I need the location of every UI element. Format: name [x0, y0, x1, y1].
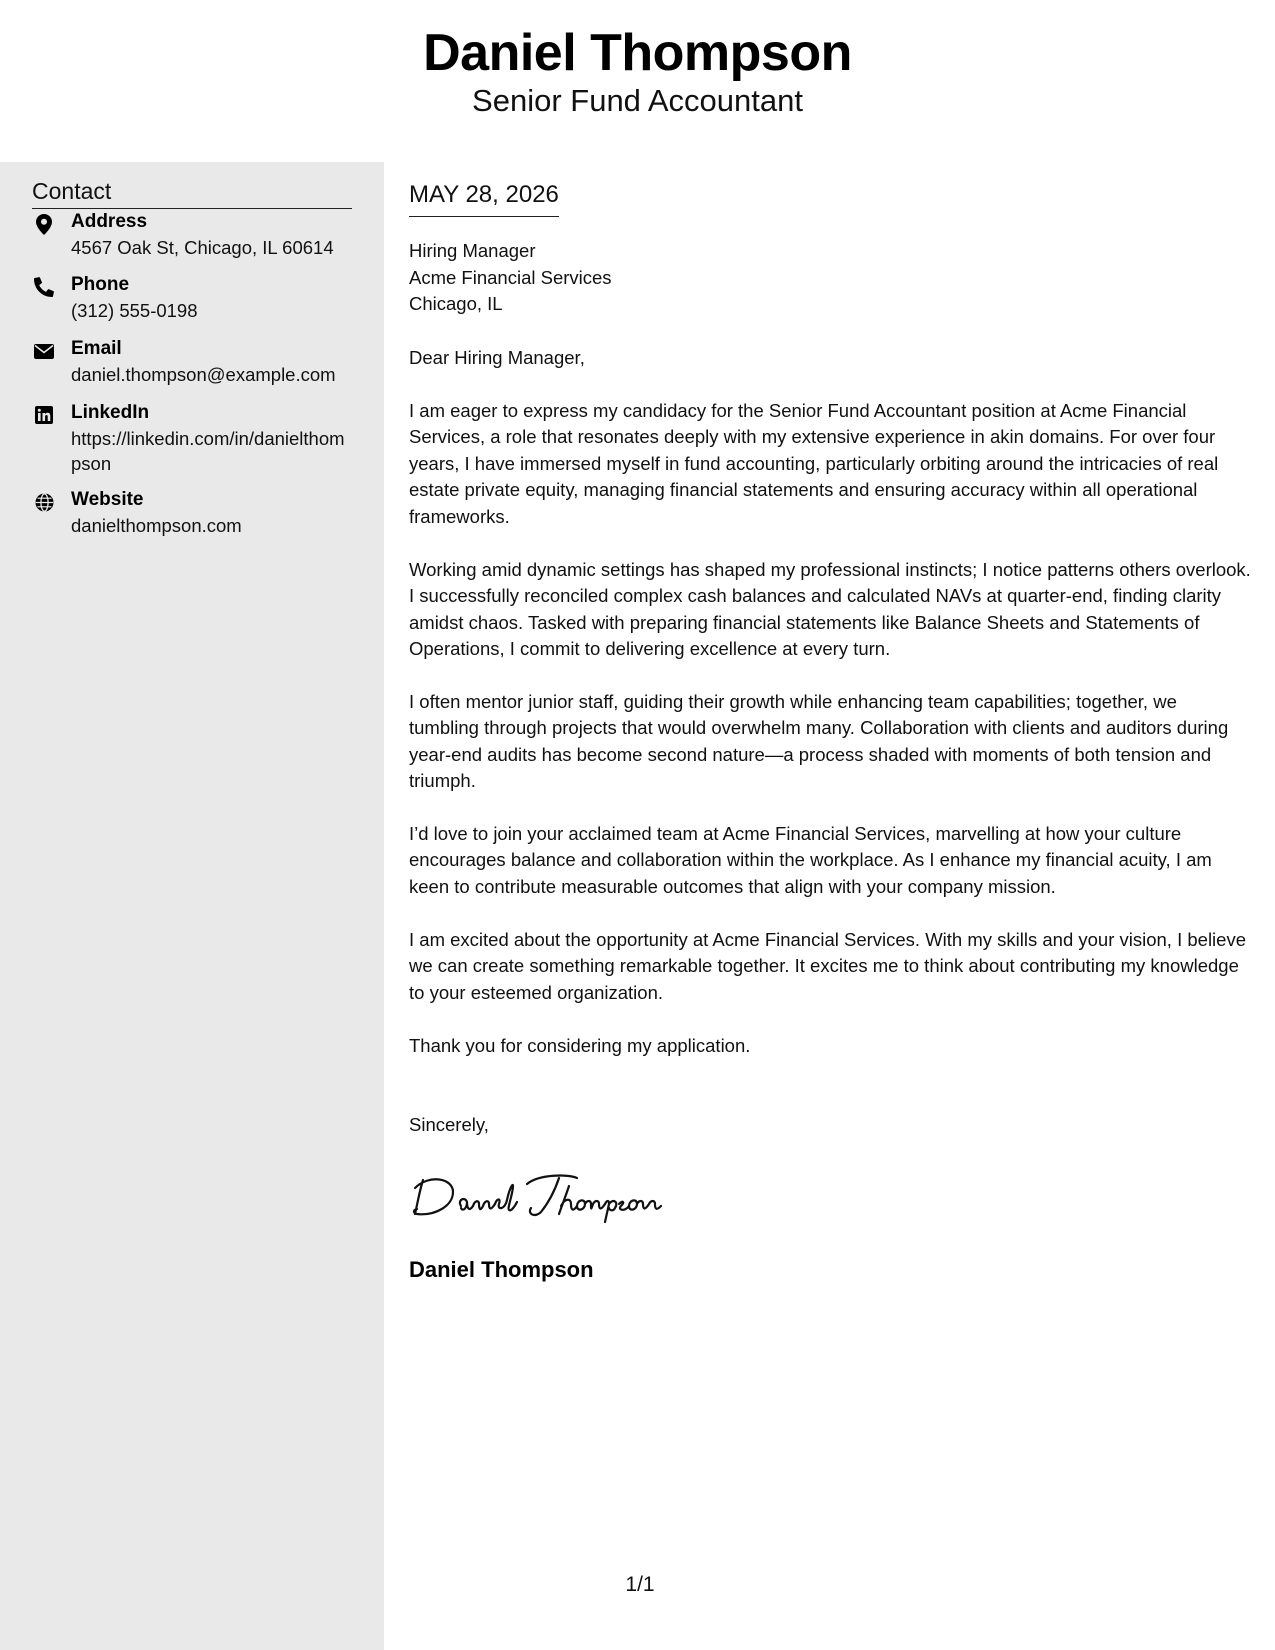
- recipient-location: Chicago, IL: [409, 293, 503, 314]
- phone-label: Phone: [71, 274, 130, 295]
- page-number: 1/1: [625, 1573, 655, 1596]
- phone-value: (312) 555-0198: [71, 300, 198, 321]
- applicant-title: Senior Fund Accountant: [472, 83, 803, 118]
- email-value: daniel.thompson@example.com: [71, 364, 336, 385]
- website-label: Website: [71, 489, 144, 510]
- closing: Sincerely,: [409, 1114, 489, 1135]
- website-value[interactable]: danielthompson.com: [71, 515, 242, 536]
- letter-date: MAY 28, 2026: [409, 178, 559, 217]
- address-value: 4567 Oak St, Chicago, IL 60614: [71, 237, 334, 258]
- paragraph-6: Thank you for considering my application.: [409, 1035, 751, 1056]
- email-label: Email: [71, 338, 122, 359]
- linkedin-value[interactable]: https://linkedin.com/in/danielthompson: [71, 428, 345, 474]
- paragraph-3: I often mentor junior staff, guiding their growth while enhancing team capabilities; together, we tumbling through projects that would overwhelm many. Collaboration with clients and auditors during year-end audits has become second nature—a process shaded with moments of both tension and triumph.: [409, 691, 1229, 792]
- linkedin-label: LinkedIn: [71, 402, 150, 423]
- salutation: Dear Hiring Manager,: [409, 347, 585, 368]
- globe-icon: [32, 491, 56, 513]
- recipient-company: Acme Financial Services: [409, 266, 612, 288]
- signer-name: Daniel Thompson: [409, 1257, 594, 1282]
- recipient-name: Hiring Manager: [409, 240, 536, 261]
- applicant-name: Daniel Thompson: [423, 24, 852, 82]
- paragraph-5: I am excited about the opportunity at Acme Financial Services. With my skills and your vision, I believe we can create something remarkable together. It excites me to think about contributing my knowledge to your esteemed organization.: [409, 929, 1246, 1003]
- map-pin-icon: [32, 213, 56, 235]
- recipient-block: [409, 238, 612, 318]
- phone-icon: [32, 276, 56, 298]
- linkedin-icon: [32, 404, 56, 426]
- header: [0, 0, 1275, 162]
- contact-heading: Contact: [32, 176, 352, 209]
- address-label: Address: [71, 211, 148, 232]
- paragraph-4: I’d love to join your acclaimed team at Acme Financial Services, marvelling at how your culture encourages balance and collaboration within the workplace. As I enhance my financial acuity, I am keen to contribute measurable outcomes that align with your company mission.: [409, 823, 1212, 897]
- paragraph-2: Working amid dynamic settings has shaped my professional instincts; I notice patterns others overlook. I successfully reconciled complex cash balances and calculated NAVs at quarter-end, finding clarity amidst chaos. Tasked with preparing financial statements like Balance Sheets and Statements of Operations, I commit to delivering excellence at every turn.: [409, 559, 1251, 660]
- envelope-icon: [32, 340, 56, 362]
- handwritten-signature: [409, 1168, 679, 1228]
- paragraph-1: I am eager to express my candidacy for the Senior Fund Accountant position at Acme Financial Services, a role that resonates deeply with my extensive experience in akin domains. For over four years, I have immersed myself in fund accounting, particularly orbiting around the intricacies of real estate private equity, managing financial statements and ensuring accuracy within all operational frameworks.: [409, 400, 1219, 527]
